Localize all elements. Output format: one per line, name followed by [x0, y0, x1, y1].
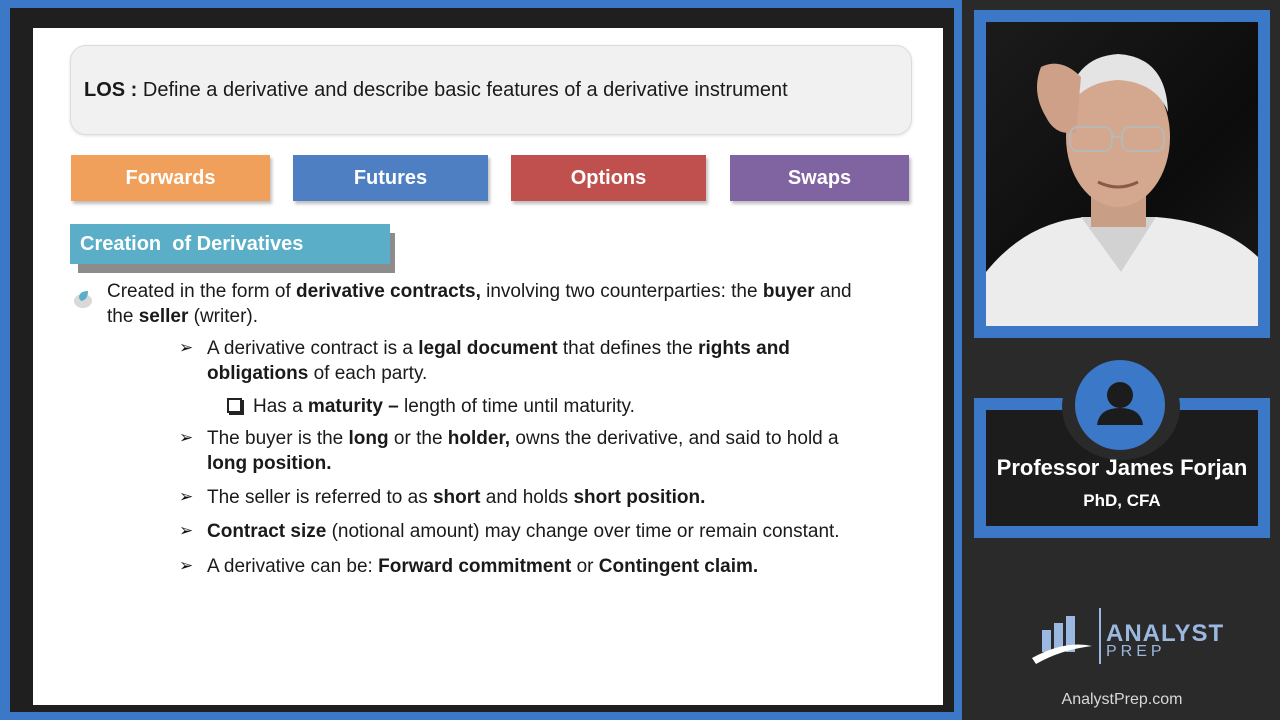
text-bold: buyer — [762, 281, 815, 302]
tab-options-label: Options — [570, 166, 647, 189]
bullet-seller-short — [207, 485, 705, 510]
text-bold: Forward commitment — [378, 556, 572, 577]
text: (writer). — [188, 306, 259, 327]
tab-forwards-label: Forwards — [125, 166, 216, 189]
tab-forwards[interactable] — [71, 155, 270, 201]
presenter-name: Professor James Forjan — [996, 455, 1248, 480]
user-icon — [1075, 360, 1165, 450]
text: and — [814, 281, 852, 302]
arrow-bullet-icon: ➢ — [179, 428, 194, 447]
text: The buyer is the — [207, 428, 349, 449]
text-bold: legal document — [418, 338, 558, 359]
logo-text-prep: PREP — [1106, 643, 1166, 660]
text-bold: Contract size — [207, 521, 327, 542]
text-bold: seller — [138, 306, 189, 327]
text-bold: long position. — [207, 453, 332, 474]
avatar — [1075, 360, 1165, 450]
tab-futures-label: Futures — [353, 166, 428, 189]
text-bold: short position. — [573, 487, 706, 508]
divider-border — [954, 0, 962, 720]
presenter-image — [986, 22, 1258, 326]
text: (notional amount) may change over time or remain constant. — [326, 521, 840, 542]
text: that defines the — [557, 338, 699, 359]
los-text — [84, 79, 788, 102]
slide-frame — [10, 8, 954, 712]
presenter-video-frame — [974, 10, 1270, 338]
bullet-main — [107, 279, 852, 329]
text: the — [107, 306, 139, 327]
top-border — [0, 0, 962, 8]
los-description: Define a derivative and describe basic features of a derivative instrument — [142, 79, 788, 101]
text-bold: rights and — [698, 338, 790, 359]
tab-swaps-label: Swaps — [787, 166, 852, 189]
text: The seller is referred to as — [207, 487, 433, 508]
section-title: Creation of Derivatives — [70, 224, 390, 264]
text-bold: obligations — [207, 363, 309, 384]
text: or the — [388, 428, 448, 449]
bottom-border — [0, 712, 962, 720]
left-border — [0, 0, 10, 720]
bullet-buyer-long — [207, 426, 839, 476]
tab-swaps[interactable] — [730, 155, 909, 201]
logo-text-analyst: ANALYST — [1106, 620, 1225, 647]
text-bold: Contingent claim. — [598, 556, 759, 577]
text: Has a — [253, 396, 308, 417]
arrow-bullet-icon: ➢ — [179, 556, 194, 575]
slide — [33, 28, 943, 705]
bullet-legal-document — [207, 336, 790, 386]
los-label: LOS : — [84, 79, 138, 101]
text: or — [571, 556, 599, 577]
text: length of time until maturity. — [398, 396, 635, 417]
arrow-bullet-icon: ➢ — [179, 487, 194, 506]
text: and holds — [480, 487, 574, 508]
presenter-video — [986, 22, 1258, 326]
bullet-derivative-types — [207, 554, 758, 579]
arrow-bullet-icon: ➢ — [179, 338, 194, 357]
bullet-maturity — [253, 394, 635, 419]
text-bold: short — [432, 487, 481, 508]
arrow-bullet-icon: ➢ — [179, 521, 194, 540]
website-link[interactable]: AnalystPrep.com — [1061, 691, 1183, 708]
presenter-credentials: PhD, CFA — [1083, 491, 1161, 510]
text: A derivative can be: — [207, 556, 379, 577]
los-box — [70, 45, 912, 135]
text: of each party. — [308, 363, 428, 384]
tab-options[interactable] — [511, 155, 706, 201]
text: involving two counterparties: the — [480, 281, 763, 302]
text-bold: maturity – — [307, 396, 399, 417]
text: Created in the form of — [107, 281, 297, 302]
text-bold: derivative contracts, — [296, 281, 481, 302]
bullet-contract-size — [207, 519, 840, 544]
text-bold: holder, — [447, 428, 511, 449]
checkbox-bullet-icon — [227, 398, 242, 413]
text-bold: long — [348, 428, 389, 449]
bullet-drop-icon — [73, 288, 95, 310]
text: A derivative contract is a — [207, 338, 419, 359]
text: owns the derivative, and said to hold a — [510, 428, 839, 449]
tab-futures[interactable] — [293, 155, 488, 201]
